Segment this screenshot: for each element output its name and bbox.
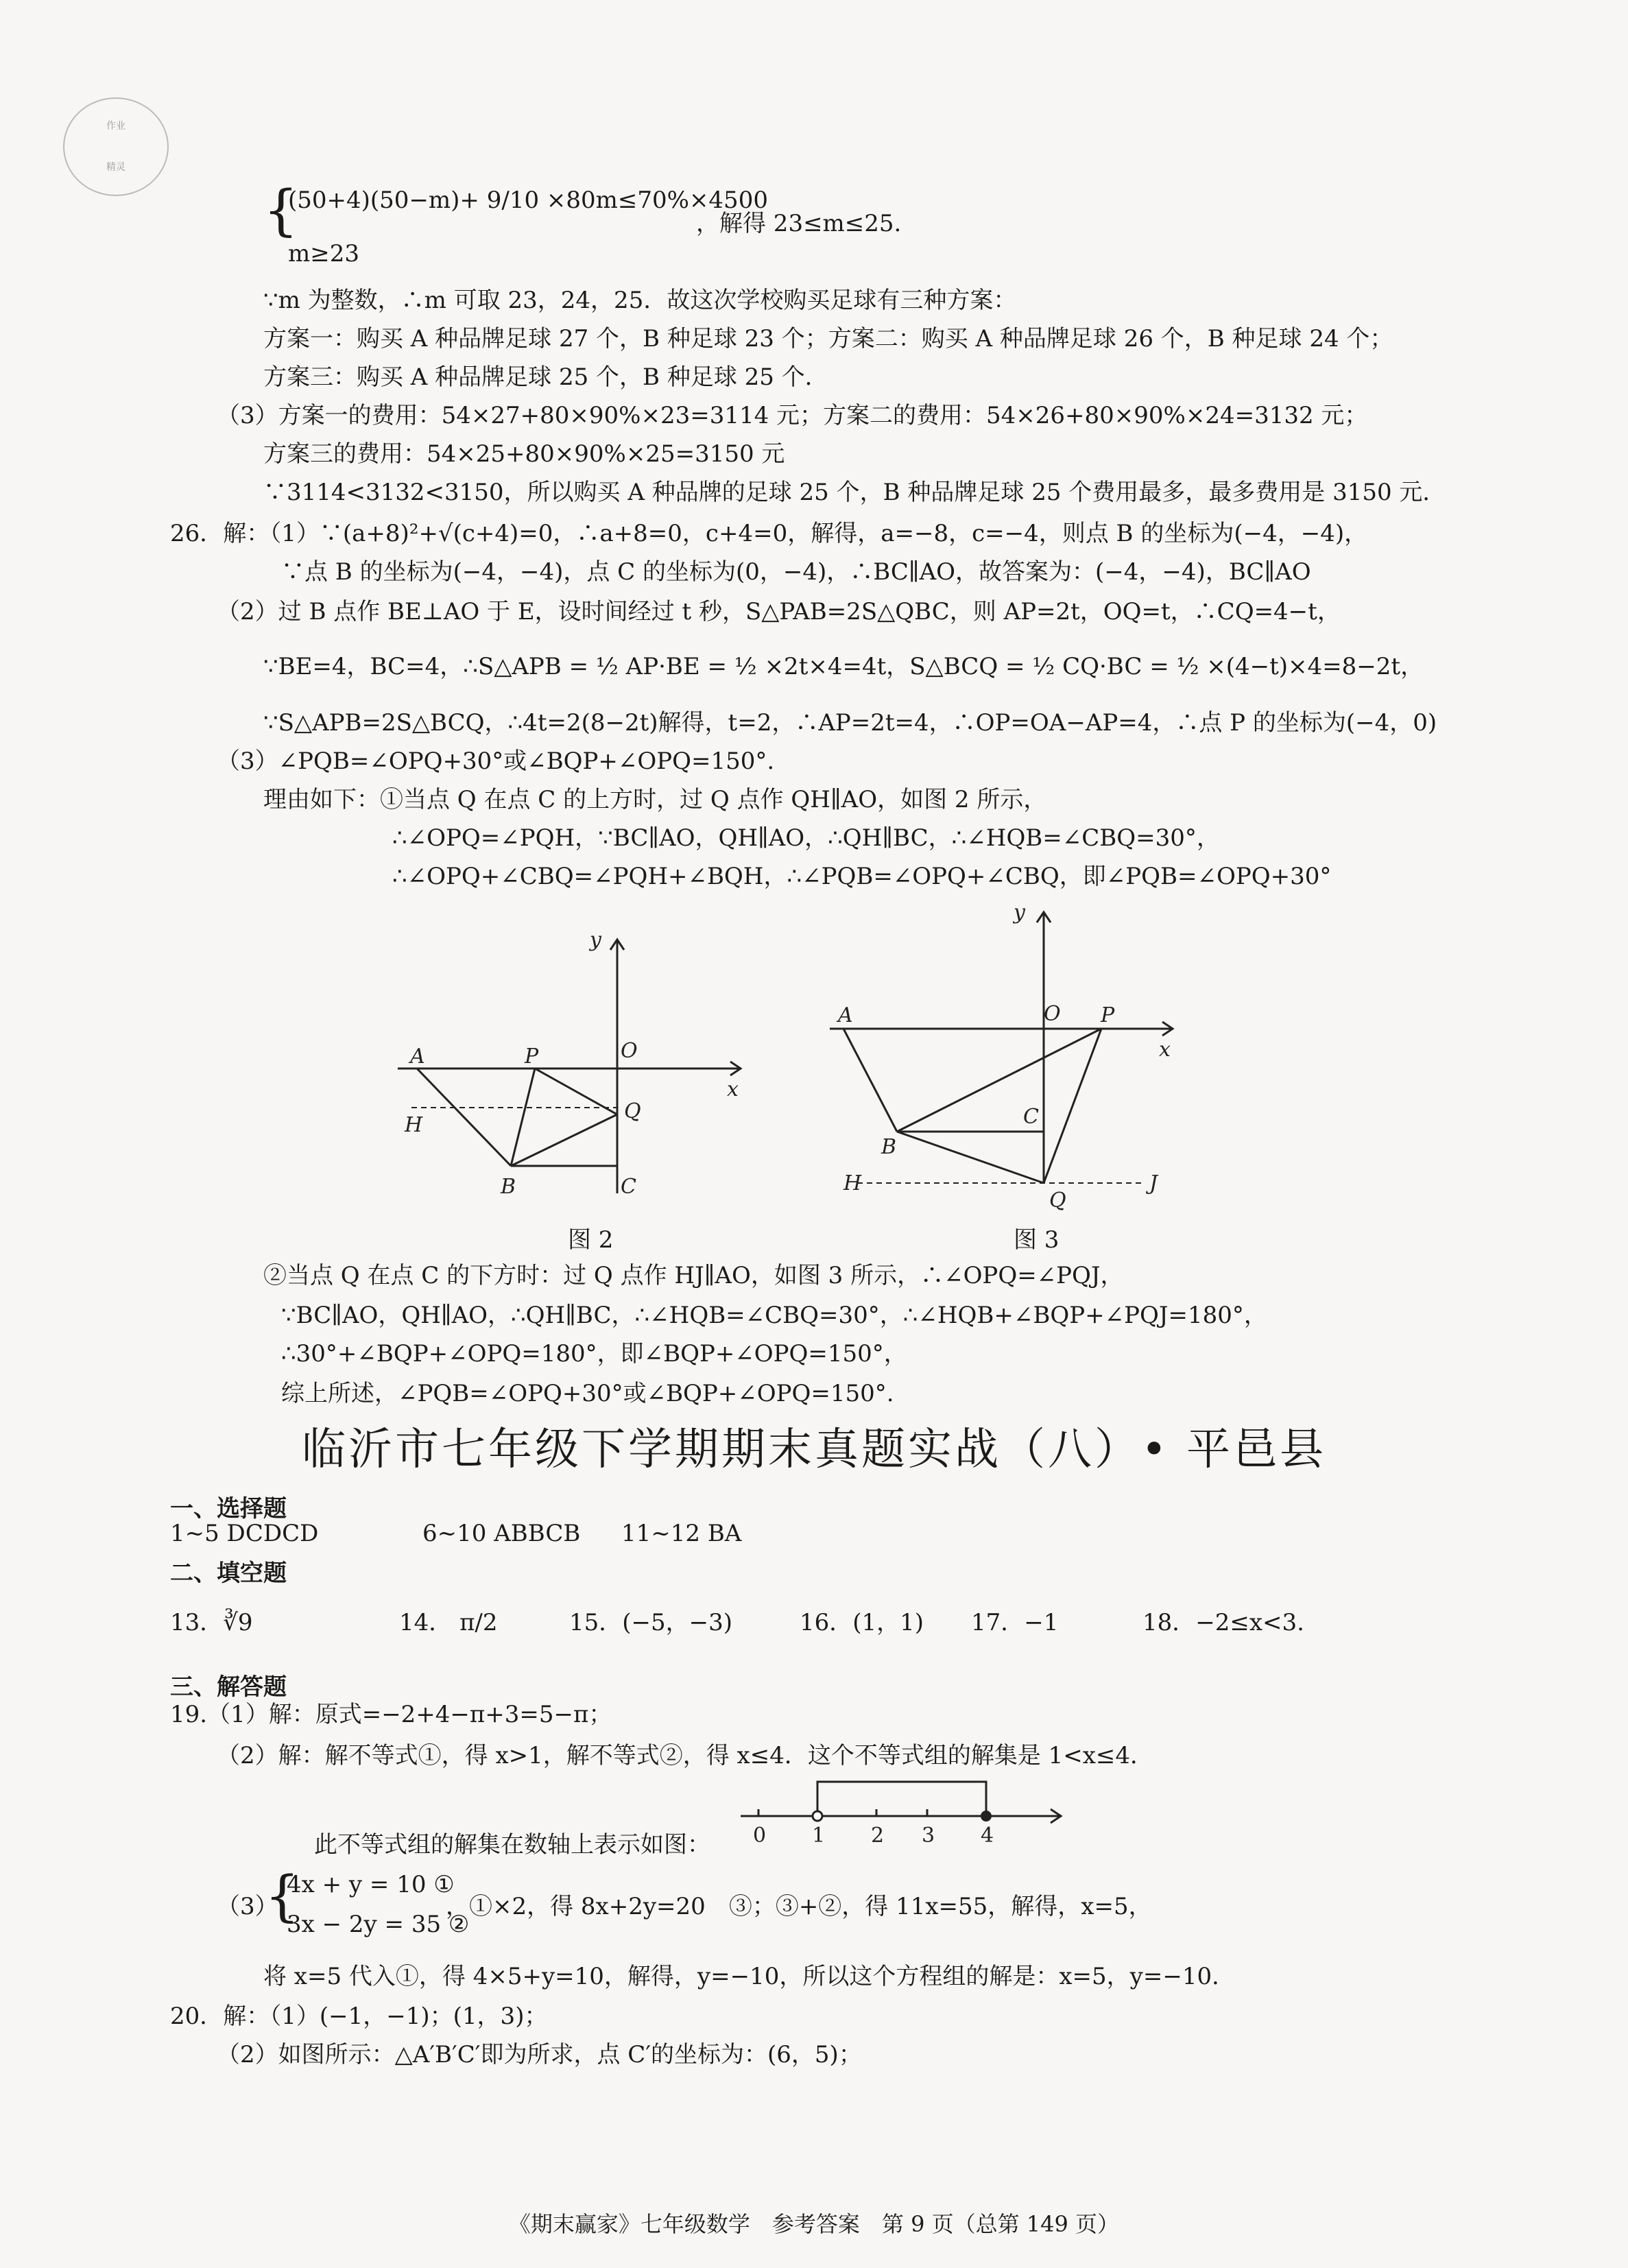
sys2-eq1: 4x + y = 10 ① (287, 1871, 455, 1898)
heading-fill: 二、填空题 (170, 1560, 287, 1587)
fill-16: 16．(1，1) (800, 1609, 924, 1636)
page-footer: 《期末赢家》七年级数学 参考答案 第 9 页（总第 149 页） (508, 2211, 1120, 2237)
fill-15: 15．(−5，−3) (569, 1609, 733, 1636)
sys2-tail: ，①×2，得 8x+2y=20 ③；③+②，得 11x=55，解得，x=5， (446, 1893, 1152, 1920)
heading-choice: 一、选择题 (170, 1495, 287, 1523)
brace: { (263, 178, 298, 242)
label-H: H (843, 1171, 862, 1195)
text-line: ∵BE=4，BC=4，∴S△APB = ½ AP·BE = ½ ×2t×4=4t，S△BCQ = ½ CQ·BC = ½ ×(4−t)×4=8−2t， (263, 653, 1424, 680)
logo-stamp (63, 97, 169, 196)
label-x: x (727, 1077, 739, 1101)
text-line: ∴30°+∠BQP+∠OPQ=180°，即∠BQP+∠OPQ=150°， (281, 1340, 907, 1368)
figure-2 (384, 919, 768, 1217)
label-B: B (881, 1135, 897, 1159)
text-line: ∵BC∥AO，QH∥AO，∴QH∥BC，∴∠HQB=∠CBQ=30°，∴∠HQB+∠BQP+∠PQJ=180°， (281, 1302, 1267, 1329)
label-y: y (1014, 900, 1025, 924)
label-y: y (590, 928, 601, 952)
label-H: H (405, 1113, 423, 1137)
tick-0: 0 (753, 1824, 767, 1848)
label-Q: Q (624, 1099, 641, 1123)
fill-14: 14． π/2 (399, 1609, 498, 1636)
fill-18: 18．−2≤x<3. (1142, 1609, 1304, 1636)
open-point (813, 1811, 822, 1821)
text-line: （2）过 B 点作 BE⊥AO 于 E，设时间经过 t 秒，S△PAB=2S△QBC，则 AP=2t，OQ=t，∴CQ=4−t， (217, 598, 1341, 625)
segment-AB (843, 1029, 897, 1132)
fill-13: 13．∛9 (170, 1609, 253, 1636)
text-line: 综上所述，∠PQB=∠OPQ+30°或∠BQP+∠OPQ=150°. (281, 1380, 894, 1407)
text-line: ∴∠OPQ=∠PQH，∵BC∥AO，QH∥AO，∴QH∥BC，∴∠HQB=∠CBQ=30°， (392, 824, 1220, 852)
text-line: 将 x=5 代入①，得 4×5+y=10，解得，y=−10，所以这个方程组的解是：x=5，y=−10． (263, 1963, 1236, 1990)
segment-PB (511, 1069, 535, 1166)
label-P: P (1101, 1003, 1115, 1027)
text-line: 理由如下：①当点 Q 在点 C 的上方时，过 Q 点作 QH∥AO，如图 2 所示， (263, 786, 1047, 813)
text-line: ∵S△APB=2S△BCQ，∴4t=2(8−2t)解得，t=2，∴AP=2t=4，∴OP=OA−AP=4，∴点 P 的坐标为(−4，0) (263, 709, 1437, 737)
text-line: （3）方案一的费用：54×27+80×90%×23=3114 元；方案二的费用：54×26+80×90%×24=3132 元； (217, 402, 1368, 429)
solution-bracket (817, 1782, 986, 1811)
tick-3: 3 (922, 1824, 935, 1848)
sys1-eq2: m≥23 (288, 240, 359, 267)
tick-2: 2 (871, 1824, 885, 1848)
label-P: P (525, 1045, 539, 1069)
text-line: ②当点 Q 在点 C 的下方时：过 Q 点作 HJ∥AO，如图 3 所示，∴∠OPQ=∠PQJ， (263, 1262, 1124, 1289)
label-C: C (621, 1175, 636, 1199)
stamp-text-1: 作业 (106, 121, 125, 132)
figure-3 (823, 892, 1193, 1217)
tick-4: 4 (981, 1824, 994, 1848)
choice-answers-2: 6~10 ABBCB (422, 1520, 581, 1547)
text-line: ∴∠OPQ+∠CBQ=∠PQH+∠BQH，∴∠PQB=∠OPQ+∠CBQ，即∠PQB=∠OPQ+30° (392, 863, 1332, 890)
figure-3-caption: 图 3 (1014, 1226, 1060, 1254)
section-title: 临沂市七年级下学期期末真题实战（八）• 平邑县 (301, 1424, 1327, 1475)
text-line: 20．解：（1）(−1，−1)；(1，3)； (170, 2003, 548, 2030)
segment-BQ (897, 1132, 1044, 1183)
text-line: 方案三：购买 A 种品牌足球 25 个，B 种足球 25 个． (263, 363, 828, 391)
sys1-eq1: (50+4)(50−m)+ 9/10 ×80m≤70%×4500 (288, 187, 768, 214)
text-line: 19.（1）解：原式=−2+4−π+3=5−π； (170, 1701, 612, 1728)
label-J: J (1149, 1171, 1158, 1195)
label-A: A (410, 1045, 425, 1069)
sys2-prefix: （3） (217, 1893, 278, 1920)
label-O: O (621, 1039, 638, 1063)
text-line: 此不等式组的解集在数轴上表示如图： (314, 1831, 710, 1859)
closed-point (981, 1811, 992, 1822)
label-C: C (1023, 1105, 1039, 1129)
label-O: O (1044, 1002, 1061, 1026)
text-line: 26．解：（1）∵(a+8)²+√(c+4)=0，∴a+8=0，c+4=0，解得，a=−8，c=−4，则点 B 的坐标为(−4，−4)， (170, 520, 1368, 547)
label-x: x (1159, 1038, 1171, 1062)
stamp-text-2: 精灵 (106, 162, 125, 173)
number-line (734, 1769, 1077, 1848)
text-line: ∵点 B 的坐标为(−4，−4)，点 C 的坐标为(0，−4)，∴BC∥AO，故答案为：(−4，−4)，BC∥AO (281, 558, 1311, 586)
segment-BP (897, 1029, 1101, 1132)
text-line: （2）解：解不等式①，得 x>1，解不等式②，得 x≤4．这个不等式组的解集是 1<x≤4． (217, 1742, 1154, 1769)
choice-answers-1: 1~5 DCDCD (170, 1520, 319, 1547)
segment-AB (417, 1069, 511, 1166)
sys1-tail: ，解得 23≤m≤25. (696, 210, 902, 237)
figure-2-caption: 图 2 (568, 1226, 614, 1254)
text-line: 方案三的费用：54×25+80×90%×25=3150 元 (263, 440, 785, 468)
segment-BQ (511, 1114, 617, 1166)
choice-answers-3: 11~12 BA (621, 1520, 742, 1547)
sys2-eq2: 3x − 2y = 35 ② (287, 1911, 470, 1938)
text-line: （2）如图所示：△A′B′C′即为所求，点 C′的坐标为：(6，5)； (217, 2041, 862, 2068)
tick-1: 1 (812, 1824, 826, 1848)
text-line: ∵3114<3132<3150，所以购买 A 种品牌的足球 25 个，B 种品牌足球 25 个费用最多，最多费用是 3150 元． (263, 479, 1446, 506)
text-line: ∵m 为整数，∴m 可取 23，24，25．故这次学校购买足球有三种方案： (263, 287, 1017, 314)
brace: { (265, 1864, 300, 1928)
fill-17: 17．−1 (971, 1609, 1059, 1636)
label-Q: Q (1049, 1189, 1066, 1213)
heading-solve: 三、解答题 (170, 1673, 287, 1701)
text-line: （3）∠PQB=∠OPQ+30°或∠BQP+∠OPQ=150°. (217, 748, 775, 775)
label-B: B (501, 1175, 516, 1199)
label-A: A (838, 1003, 853, 1027)
segment-PQ (1044, 1029, 1101, 1183)
text-line: 方案一：购买 A 种品牌足球 27 个，B 种足球 23 个；方案二：购买 A 种品牌足球 26 个，B 种足球 24 个； (263, 325, 1393, 353)
